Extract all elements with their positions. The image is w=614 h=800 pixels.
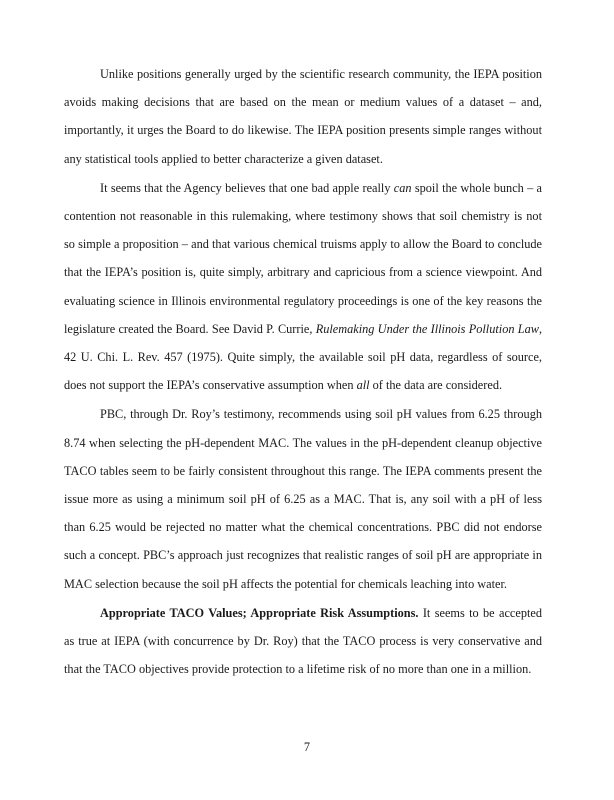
paragraph-3: [64, 400, 542, 597]
citation-title: Rulemaking Under the Illinois Pollution Law: [315, 321, 539, 336]
paragraph-4: [64, 599, 542, 684]
paragraph-1-text: Unlike positions generally urged by the scientific research community, the IEPA position avoids making decisions that are based on the mean or medium values of a dataset – and, importantly, it urges the Board to do likewise. The IEPA position presents simple ranges without any statistical tools applied to better characterize a given dataset.: [64, 67, 542, 166]
paragraph-2: [64, 174, 542, 400]
section-heading: Appropriate TACO Values; Appropriate Risk Assumptions.: [100, 605, 419, 620]
body-text: [64, 60, 542, 683]
paragraph-3-text: PBC, through Dr. Roy’s testimony, recommends using soil pH values from 6.25 through 8.74 when selecting the pH-dependent MAC. The values in the pH-dependent cleanup objective TACO tables seem to be fairly consistent throughout this range. The IEPA comments present the issue more as using a minimum soil pH of 6.25 as a MAC. That is, any soil with a pH of less than 6.25 would be rejected no matter what the chemical concentrations. PBC did not endorse such a concept. PBC’s approach just recognizes that realistic ranges of soil pH are appropriate in MAC selection because the soil pH affects the potential for chemicals leaching into water.: [64, 407, 542, 591]
paragraph-2-text-b: spoil the whole bunch – a contention not reasonable in this rulemaking, where testimony shows that soil chemistry is not so simple a proposition – and that various chemical truisms apply to allow the Board to conclude that the IEPA’s position is, quite simply, arbitrary and capricious from a science viewpoint. And evaluating science in Illinois environmental regulatory proceedings is one of the key reasons the legislature created the Board. See David P. Currie,: [64, 180, 543, 336]
emphasis-all: all: [356, 378, 370, 393]
paragraph-4-text: It seems to be accepted as true at IEPA (with concurrence by Dr. Roy) that the TACO process is very conservative and that the TACO objectives provide protection to a lifetime risk of no more than one in a million.: [64, 605, 542, 677]
paragraph-1: [64, 60, 542, 173]
emphasis-can: can: [393, 180, 412, 195]
paragraph-2-text-d: of the data are considered.: [369, 378, 503, 393]
paragraph-2-text-a: It seems that the Agency believes that one bad apple really: [100, 180, 394, 195]
page-number: 7: [303, 740, 311, 754]
paragraph-2-text-c: , 42 U. Chi. L. Rev. 457 (1975). Quite simply, the available soil pH data, regardless of source, does not support the IEPA’s conservative assumption when: [64, 321, 543, 393]
